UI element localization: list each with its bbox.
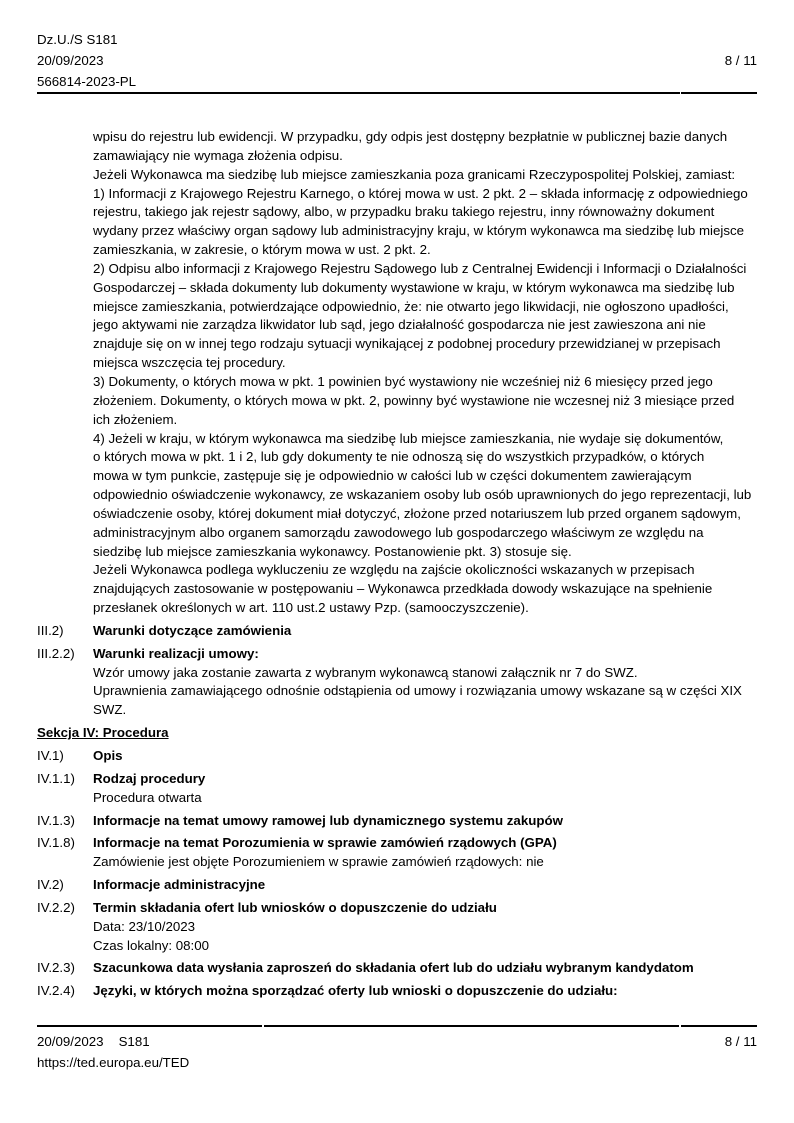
body-paragraph [37, 185, 757, 260]
footer-url: https://ted.europa.eu/TED [37, 1055, 190, 1070]
section-title: Opis [93, 748, 123, 763]
footer-page-indicator: 8 / 11 [724, 1034, 757, 1049]
section-row [37, 747, 757, 766]
section-number: IV.2.3) [37, 960, 75, 976]
section-title: Termin składania ofert lub wniosków o dopuszczenie do udziału [93, 899, 497, 915]
body-line: Czas lokalny: 08:00 [93, 937, 210, 953]
body-line: zamieszkania, w zakresie, o którym mowa w ust. 2 pkt. 2. [93, 242, 431, 258]
section-number [37, 260, 93, 373]
section-content [93, 260, 757, 373]
section-number [37, 430, 93, 562]
section-number: IV.1.1) [37, 770, 75, 786]
section-content [93, 747, 757, 766]
header-doc-id: Dz.U./S S181 [37, 32, 118, 47]
section-number: IV.1.3) [37, 812, 75, 828]
body-line: miejsce zamieszkania, potwierdzające odpowiednio, że: nie otwarto jego likwidacji, nie ogłoszono upadłości, [93, 298, 729, 314]
footer-rule [37, 1025, 757, 1027]
body-paragraph [37, 128, 757, 166]
body-line: ich złożeniem. [93, 411, 178, 427]
body-paragraph [37, 561, 757, 618]
footer-rule-segment [37, 1025, 262, 1027]
section-number: IV.2.4) [37, 983, 75, 999]
footer-series: S181 [118, 1034, 150, 1049]
section-content [93, 876, 757, 895]
body-line: 4) Jeżeli w kraju, w którym wykonawca ma siedzibę lub miejsce zamieszkania, nie wydaje się dokumentów, [93, 430, 724, 446]
body-line: Uprawnienia zamawiającego odnośnie odstąpienia od umowy i rozwiązania umowy wskazane są w części XIX [93, 683, 742, 699]
section-title: Szacunkowa data wysłania zaproszeń do składania ofert lub do udziału wybranym kandydatom [93, 960, 694, 976]
section-row [37, 622, 757, 641]
body-line: 3) Dokumenty, o których mowa w pkt. 1 powinien być wystawiony nie wcześniej niż 6 miesięcy przed jego [93, 373, 713, 389]
body-line: znajdujących zastosowanie w postępowaniu – Wykonawca przedkłada dowody wskazujące na spełnienie [93, 581, 713, 597]
header-rule [37, 92, 757, 94]
body-line: oświadczenie osoby, której dokument miał dotyczyć, złożone przed notariuszem lub przed organem sądowym, [93, 505, 741, 521]
body-line: SWZ. [93, 702, 127, 718]
section-title: Rodzaj procedury [93, 770, 206, 786]
section-content [93, 128, 757, 166]
section-content [93, 982, 757, 1001]
section-content [93, 166, 757, 185]
body-line: Jeżeli Wykonawca ma siedzibę lub miejsce zamieszkania poza granicami Rzeczypospolitej Polskiej, zamiast: [93, 166, 736, 182]
section-content [93, 770, 757, 808]
section-title: Informacje administracyjne [93, 877, 266, 893]
body-paragraph [37, 430, 757, 562]
header-rule-segment [681, 92, 757, 94]
body-line: jego aktywami nie zarządza likwidator lub sąd, jego działalność gospodarcza nie jest zawieszona ani nie [93, 317, 706, 333]
body-line: Procedura otwarta [93, 789, 202, 805]
page-header [37, 29, 757, 92]
section-content [93, 645, 757, 720]
section-number [37, 373, 93, 430]
body-paragraph [37, 260, 757, 373]
section-content [93, 430, 757, 562]
section-content [93, 812, 757, 831]
document-body [37, 128, 757, 1001]
footer-date: 20/09/2023 [37, 1034, 104, 1049]
section-number: III.2) [37, 622, 64, 638]
section-title: Warunki dotyczące zamówienia [93, 622, 292, 638]
body-line: Jeżeli Wykonawca podlega wykluczeniu ze względu na zajście okoliczności wskazanych w przepisach [93, 562, 695, 578]
section-number [37, 185, 93, 260]
body-line: miejsca wszczęcia tej procedury. [93, 355, 286, 371]
section-row [37, 982, 757, 1001]
header-rule-segment [37, 92, 680, 94]
section-row [37, 876, 757, 895]
section-content [93, 185, 757, 260]
body-line: zamawiający nie wymaga złożenia odpisu. [93, 147, 343, 163]
footer-rule-segment [264, 1025, 679, 1027]
section-number: IV.1.8) [37, 835, 75, 851]
section-row [37, 959, 757, 978]
section-number: IV.1) [37, 748, 64, 763]
body-line: Data: 23/10/2023 [93, 918, 196, 934]
body-line: o których mowa w pkt. 1 i 2, lub gdy dokumenty te nie odnoszą się do wszystkich przypadków, o których [93, 449, 705, 465]
section-row [37, 834, 757, 872]
section-number: IV.2.2) [37, 899, 75, 915]
section-content [93, 373, 757, 430]
section-row [37, 812, 757, 831]
page-footer [37, 1031, 757, 1073]
body-line: 1) Informacji z Krajowego Rejestru Karnego, o której mowa w ust. 2 pkt. 2 – składa informację z odpowiedniego [93, 185, 748, 201]
body-line: administracyjnym albo organem samorządu zawodowego lub gospodarczego właściwym ze względu na [93, 524, 704, 540]
section-title: Informacje na temat Porozumienia w sprawie zamówień rządowych (GPA) [93, 835, 557, 851]
section-content [93, 834, 757, 872]
section-title: Języki, w których można sporządzać oferty lub wnioski o dopuszczenie do udziału: [93, 983, 618, 999]
section-row [37, 770, 757, 808]
body-line: przesłanek określonych w art. 110 ust.2 ustawy Pzp. (samooczyszczenie). [93, 600, 529, 616]
body-line: znajduje się on w innej tego rodzaju sytuacji wynikającej z podobnej procedury przewidzianej w przepisach [93, 336, 721, 352]
section-number [37, 128, 93, 166]
header-page-indicator: 8 / 11 [724, 53, 757, 68]
section-row [37, 899, 757, 956]
header-date: 20/09/2023 [37, 53, 104, 68]
section-content [93, 959, 757, 978]
section-heading: Sekcja IV: Procedura [37, 725, 169, 741]
section-number [37, 561, 93, 618]
section-number: III.2.2) [37, 645, 75, 661]
body-line: rejestru, takiego jak rejestr sądowy, albo, w przypadku braku takiego rejestru, inny równoważny dokument [93, 204, 715, 220]
body-paragraph [37, 373, 757, 430]
section-content [93, 899, 757, 956]
body-line: wydany przez właściwy organ sądowy lub administracyjny kraju, w którym wykonawca ma siedzibę lub miejsce [93, 223, 745, 239]
body-line: Gospodarczej – składa dokumenty lub dokumenty wystawione w kraju, w którym wykonawca ma siedzibę lub [93, 279, 735, 295]
section-title: Warunki realizacji umowy: [93, 645, 259, 661]
body-line: mowa w tym punkcie, zastępuje się je odpowiednio w całości lub w części dokumentem zawierającym [93, 468, 692, 484]
body-line: Wzór umowy jaka zostanie zawarta z wybranym wykonawcą stanowi załącznik nr 7 do SWZ. [93, 664, 638, 680]
body-line: Zamówienie jest objęte Porozumieniem w sprawie zamówień rządowych: nie [93, 854, 544, 870]
body-line: siedzibę lub miejsce zamieszkania wykonawcy. Postanowienie pkt. 3) stosuje się. [93, 543, 572, 559]
body-line: wpisu do rejestru lub ewidencji. W przypadku, gdy odpis jest dostępny bezpłatnie w publicznej bazie danych [93, 129, 728, 144]
section-content [93, 561, 757, 618]
body-line: 2) Odpisu albo informacji z Krajowego Rejestru Sądowego lub z Centralnej Ewidencji i Informacji o Działalności [93, 260, 747, 276]
section-number [37, 166, 93, 185]
section-number: IV.2) [37, 877, 64, 893]
footer-rule-segment [681, 1025, 757, 1027]
body-paragraph [37, 166, 757, 185]
section-content [93, 622, 757, 641]
body-line: odpowiednio oświadczenie wykonawcy, ze wskazaniem osoby lub osób uprawnionych do jego reprezentacji, lub [93, 487, 752, 503]
body-line: złożeniem. Dokumenty, o których mowa w pkt. 2, powinny być wystawione nie wczesnej niż 3 miesiące przed [93, 392, 735, 408]
section-title: Informacje na temat umowy ramowej lub dynamicznego systemu zakupów [93, 812, 563, 828]
section-row [37, 645, 757, 720]
header-notice-number: 566814-2023-PL [37, 74, 137, 89]
